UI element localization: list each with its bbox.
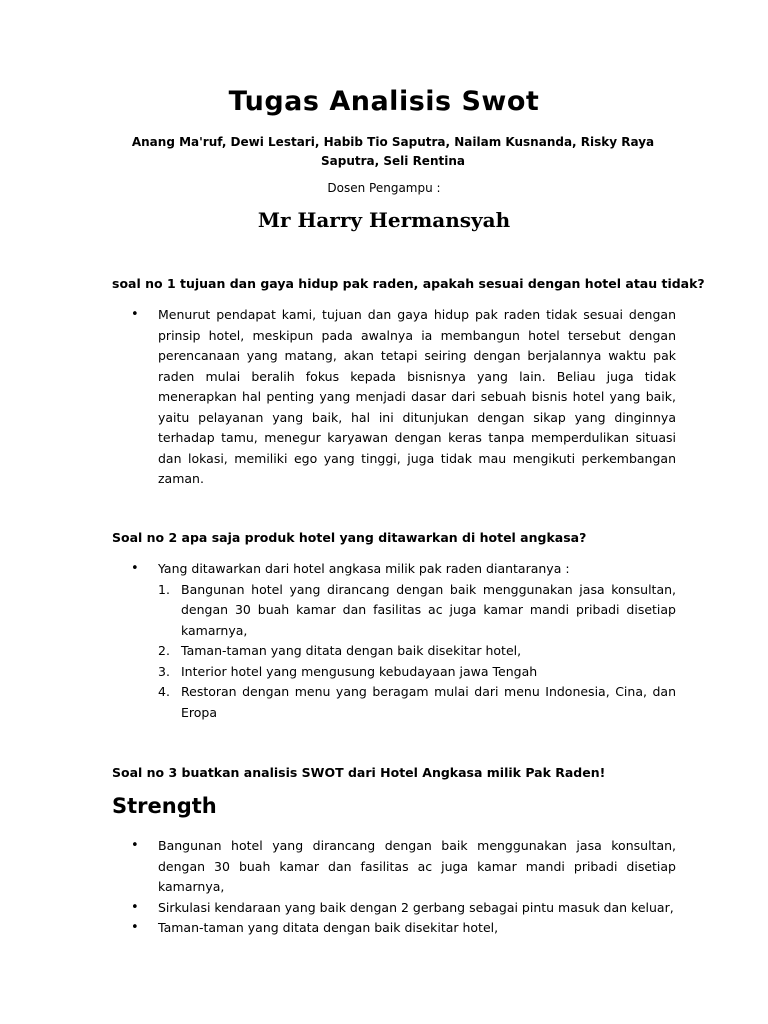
answer-2-list [112,559,676,723]
product-text: Taman-taman yang ditata dengan baik disekitar hotel, [181,643,522,658]
question-3: Soal no 3 buatkan analisis SWOT dari Hotel Angkasa milik Pak Raden! [112,765,606,780]
answer-1-text: Menurut pendapat kami, tujuan dan gaya hidup pak raden tidak sesuai dengan prinsip hotel, meskipun pada awalnya ia membangun hotel tersebut dengan perencanaan yang matang, akan tetapi seiring dengan berjalannya waktu pak raden mulai beralih fokus kepada bisnisnya yang lain. Beliau juga tidak menerapkan hal penting yang menjadi dasar dari sebuah bisnis hotel yang baik, yaitu pelayanan yang baik, hal ini ditunjukan dengan sikap yang dinginnya terhadap tamu, menegur karyawan dengan keras tanpa memperdulikan situasi dan lokasi, memiliki ego yang tinggi, juga tidak mau mengikuti perkembangan zaman. [158,307,676,486]
section-heading-strength: Strength [112,794,217,818]
product-text: Restoran dengan menu yang beragam mulai dari menu Indonesia, Cina, dan Eropa [181,684,676,720]
lecturer-label: Dosen Pengampu : [327,181,441,195]
list-item [112,898,676,919]
bullet-icon: • [131,838,139,853]
product-text: Interior hotel yang mengusung kebudayaan jawa Tengah [181,663,538,679]
strength-text: Sirkulasi kendaraan yang baik dengan 2 gerbang sebagai pintu masuk dan keluar, [158,899,674,915]
product-list [158,580,676,724]
list-item [158,580,676,642]
list-number: 2. [158,643,170,658]
author-list: Anang Ma'ruf, Dewi Lestari, Habib Tio Saputra, Nailam Kusnanda, Risky Raya Saputra, Seli Rentina [131,135,655,168]
product-text: Bangunan hotel yang dirancang dengan baik menggunakan jasa konsultan, dengan 30 buah kamar dan fasilitas ac juga kamar mandi pribadi disetiap kamarnya, [181,581,676,638]
list-item [158,641,676,662]
question-2: Soal no 2 apa saja produk hotel yang ditawarkan di hotel angkasa? [112,530,587,545]
answer-1-list [112,305,676,490]
list-number: 1. [158,581,170,597]
list-item [158,662,676,683]
list-item [112,305,676,490]
list-item [158,682,676,723]
bullet-icon: • [131,307,139,322]
list-number: 3. [158,663,170,679]
list-item [112,918,676,939]
document-title: Tugas Analisis Swot [228,86,540,117]
strength-text: Taman-taman yang ditata dengan baik disekitar hotel, [158,920,499,935]
list-item [112,836,676,898]
answer-2-intro: Yang ditawarkan dari hotel angkasa milik pak raden diantaranya : [158,561,570,576]
bullet-icon: • [131,920,139,935]
list-number: 4. [158,684,170,699]
bullet-icon: • [131,561,139,576]
bullet-icon: • [131,899,139,915]
strength-text: Bangunan hotel yang dirancang dengan baik menggunakan jasa konsultan, dengan 30 buah kamar dan fasilitas ac juga kamar mandi pribadi disetiap kamarnya, [158,838,676,894]
list-item [112,559,676,723]
lecturer-name: Mr Harry Hermansyah [257,208,511,232]
question-1: soal no 1 tujuan dan gaya hidup pak raden, apakah sesuai dengan hotel atau tidak? [112,276,705,291]
strength-list [112,836,676,939]
